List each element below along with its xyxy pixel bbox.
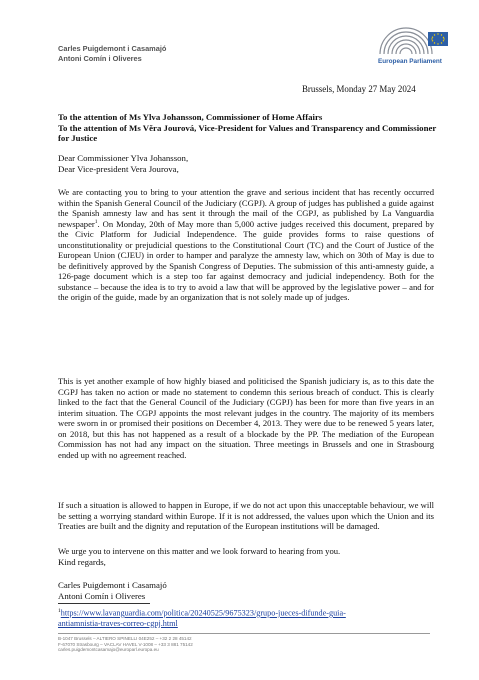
salutation-block xyxy=(58,153,438,174)
sender-name-2: Antoni Comín i Oliveres xyxy=(58,54,142,63)
signature-name-1: Carles Puigdemont i Casamajó xyxy=(58,580,167,590)
footnote-link-line-1: https://www.lavanguardia.com/politica/20240525/9675323/grupo-jueces-difunde-guia- xyxy=(60,608,346,618)
footer-address-line-2: F-67070 Strasbourg – VACLAV HAVEL V-1008 – +33 3 881 75142 xyxy=(58,641,193,647)
paragraph-1-text-a: We are contacting you to bring to your attention the grave and serious incident that has recently occurred within the Spanish General Council of the Judiciary (CGPJ). A group of judges has published a guide against the Spanish amnesty law and has sent it through the mail of the CGPJ, as published by La Vanguardia newspaper xyxy=(58,187,434,229)
recipient-line-1: To the attention of Ms Ylva Johansson, Commissioner of Home Affairs xyxy=(58,112,323,122)
salutation-line-1: Dear Commissioner Ylva Johansson, xyxy=(58,153,189,163)
body-paragraph-4: We urge you to intervene on this matter and we look forward to hearing from you. xyxy=(58,546,341,556)
footnote xyxy=(58,606,448,629)
body-paragraph-3: If such a situation is allowed to happen in Europe, if we do not act upon this unacceptable behaviour, we will be setting a worrying standard within Europe. If it is not addressed, the values upon which the Union and its Treaties are built and the dignity and reputation of the European institutions will be damaged. xyxy=(58,500,434,532)
footnote-divider xyxy=(58,603,150,604)
paragraph-1-text-b: . On Monday, 20th of May more than 5,000 active judges received this document, prepared by the Civic Platform for Judicial Independence. The guide provides forms to raise questions of unconstitutionality or prejudicial questions to the Constitutional Court (TC) and the Court of Justice of the European Union (CJEU) in order to hamper and paralyze the amnesty law, which on 30th of May is due to be definitively approved by the Spanish Congress of Deputies. The submission of this anti-amnesty guide, a 126-page document which is a step too far against democracy and judicial independency. Both for the substance – because the idea is to try to avoid a law that will be approved by the legislative power – and for the origin of the guide, made by an organization that is not solely made up of judges. xyxy=(58,218,434,303)
recipient-line-2: To the attention of Ms Věra Jourová, Vice-President for Values and Transparency and Commissioner for Justice xyxy=(58,122,437,144)
footer-divider xyxy=(58,633,430,634)
footnote-link[interactable] xyxy=(58,609,346,628)
footnote-reference[interactable]: 1 xyxy=(94,218,98,225)
footer-address xyxy=(58,636,193,653)
salutation-line-2: Dear Vice-president Vera Jourova, xyxy=(58,163,179,174)
footer-address-line-3: carles.puigdemontcasamajo@europarl.europa.eu xyxy=(58,647,159,653)
body-paragraph-1 xyxy=(58,187,434,303)
sender-block xyxy=(58,44,166,64)
parliament-emblem-icon xyxy=(378,24,450,58)
signature-block xyxy=(58,580,167,601)
letter-date: Brussels, Monday 27 May 2024 xyxy=(302,84,416,94)
footnote-number: 1 xyxy=(58,608,61,614)
body-paragraph-2: This is yet another example of how highly biased and politicised the Spanish judiciary is, as to this date the CGPJ has taken no action or made no statement to condemn this serious breach of conduct. This is clearly linked to the fact that the General Council of the Judiciary (CGPJ) has been for more than five years in an interim situation. The CGPJ appoints the most relevant judges in the country. The majority of its members were sworn in or promised their positions on December 4, 2013. They were due to be renewed 5 years later, on 2018, but this has not happened as a result of a blockade by the PP. The mediation of the European Commission has not had any impact on the situation. Three meetings in Brussels and one in Strasbourg ended up with no agreement reached. xyxy=(58,376,434,460)
footnote-link-line-2: antiamnistia-traves-correo-cgpj.html xyxy=(58,618,178,628)
signature-name-2: Antoni Comín i Oliveres xyxy=(58,590,146,601)
closing-line: Kind regards, xyxy=(58,557,106,567)
sender-name-1: Carles Puigdemont i Casamajó xyxy=(58,44,167,53)
footer-address-line-1: B-1047 Brussels – ALTIERO SPINELLI 04E252 – +32 2 28 45142 xyxy=(58,636,192,641)
institution-name: European Parliament xyxy=(378,58,442,65)
recipients-block xyxy=(58,112,442,144)
